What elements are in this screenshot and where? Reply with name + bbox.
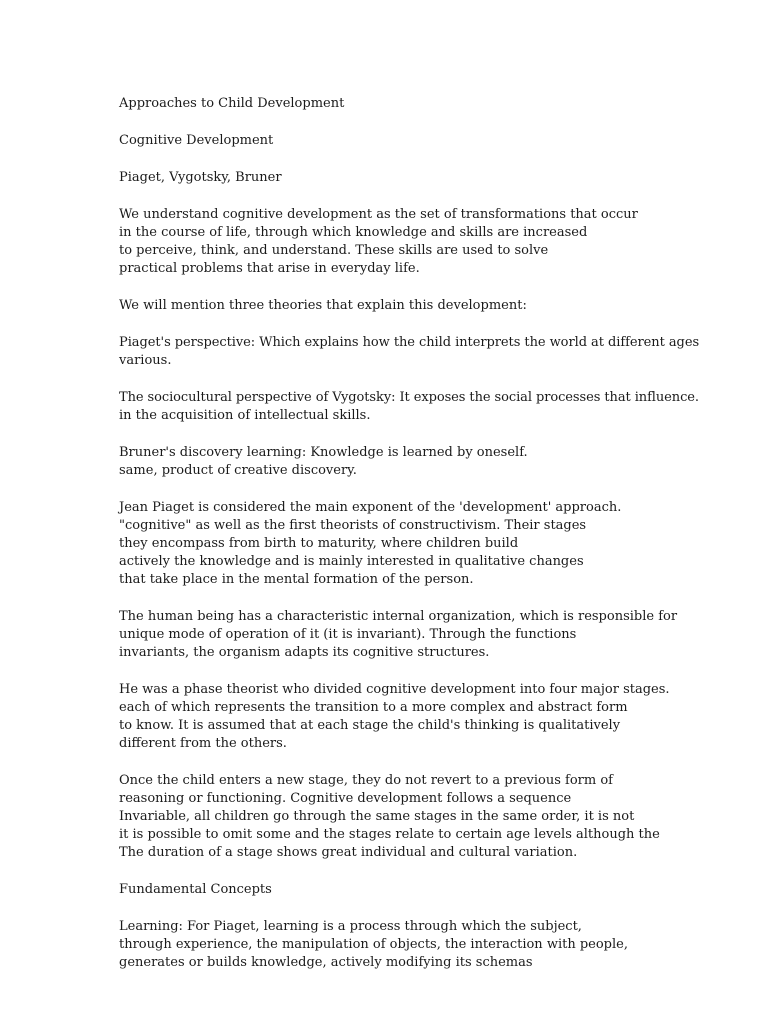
text-line: to perceive, think, and understand. These skills are used to solve	[119, 243, 549, 258]
text-line: "cognitive" as well as the first theorists of constructivism. Their stages	[119, 518, 587, 533]
text-line: that take place in the mental formation of the person.	[119, 572, 474, 587]
text-line: Piaget's perspective: Which explains how the child interprets the world at different ages	[119, 335, 700, 350]
paragraph	[119, 881, 699, 899]
text-line: in the acquisition of intellectual skills.	[119, 408, 371, 423]
paragraph	[119, 918, 699, 972]
text-line: The duration of a stage shows great individual and cultural variation.	[119, 845, 578, 860]
document-body	[119, 206, 699, 972]
text-line: each of which represents the transition to a more complex and abstract form	[119, 700, 628, 715]
authors-line: Piaget, Vygotsky, Bruner	[119, 170, 282, 185]
text-line: they encompass from birth to maturity, where children build	[119, 536, 519, 551]
text-line: generates or builds knowledge, actively modifying its schemas	[119, 955, 533, 970]
paragraph	[119, 444, 699, 480]
text-line: invariants, the organism adapts its cognitive structures.	[119, 645, 490, 660]
text-line: in the course of life, through which knowledge and skills are increased	[119, 225, 588, 240]
text-line: He was a phase theorist who divided cognitive development into four major stages.	[119, 682, 670, 697]
text-line: We will mention three theories that explain this development:	[119, 298, 527, 313]
paragraph	[119, 206, 699, 278]
paragraph	[119, 334, 699, 370]
paragraph	[119, 772, 699, 862]
paragraph	[119, 608, 699, 662]
text-line: The sociocultural perspective of Vygotsky: It exposes the social processes that influence.	[119, 390, 699, 405]
text-line: Learning: For Piaget, learning is a process through which the subject,	[119, 919, 582, 934]
text-line: practical problems that arise in everyday life.	[119, 261, 420, 276]
paragraph	[119, 389, 699, 425]
text-line: Jean Piaget is considered the main exponent of the 'development' approach.	[119, 500, 622, 515]
text-line: Once the child enters a new stage, they do not revert to a previous form of	[119, 773, 613, 788]
text-line: through experience, the manipulation of objects, the interaction with people,	[119, 937, 628, 952]
text-line: Fundamental Concepts	[119, 882, 272, 897]
text-line: Bruner's discovery learning: Knowledge is learned by oneself.	[119, 445, 528, 460]
paragraph	[119, 681, 699, 753]
paragraph	[119, 297, 699, 315]
text-line: Invariable, all children go through the same stages in the same order, it is not	[119, 809, 635, 824]
text-line: actively the knowledge and is mainly interested in qualitative changes	[119, 554, 584, 569]
text-line: various.	[119, 353, 172, 368]
document-page	[119, 95, 699, 991]
text-line: We understand cognitive development as the set of transformations that occur	[119, 207, 638, 222]
text-line: it is possible to omit some and the stages relate to certain age levels although the	[119, 827, 660, 842]
text-line: to know. It is assumed that at each stage the child's thinking is qualitatively	[119, 718, 621, 733]
paragraph	[119, 499, 699, 589]
text-line: The human being has a characteristic internal organization, which is responsible for	[119, 609, 678, 624]
section-heading: Cognitive Development	[119, 133, 274, 148]
text-line: reasoning or functioning. Cognitive development follows a sequence	[119, 791, 572, 806]
text-line: same, product of creative discovery.	[119, 463, 357, 478]
document-title: Approaches to Child Development	[119, 96, 345, 111]
text-line: unique mode of operation of it (it is invariant). Through the functions	[119, 627, 577, 642]
text-line: different from the others.	[119, 736, 287, 751]
